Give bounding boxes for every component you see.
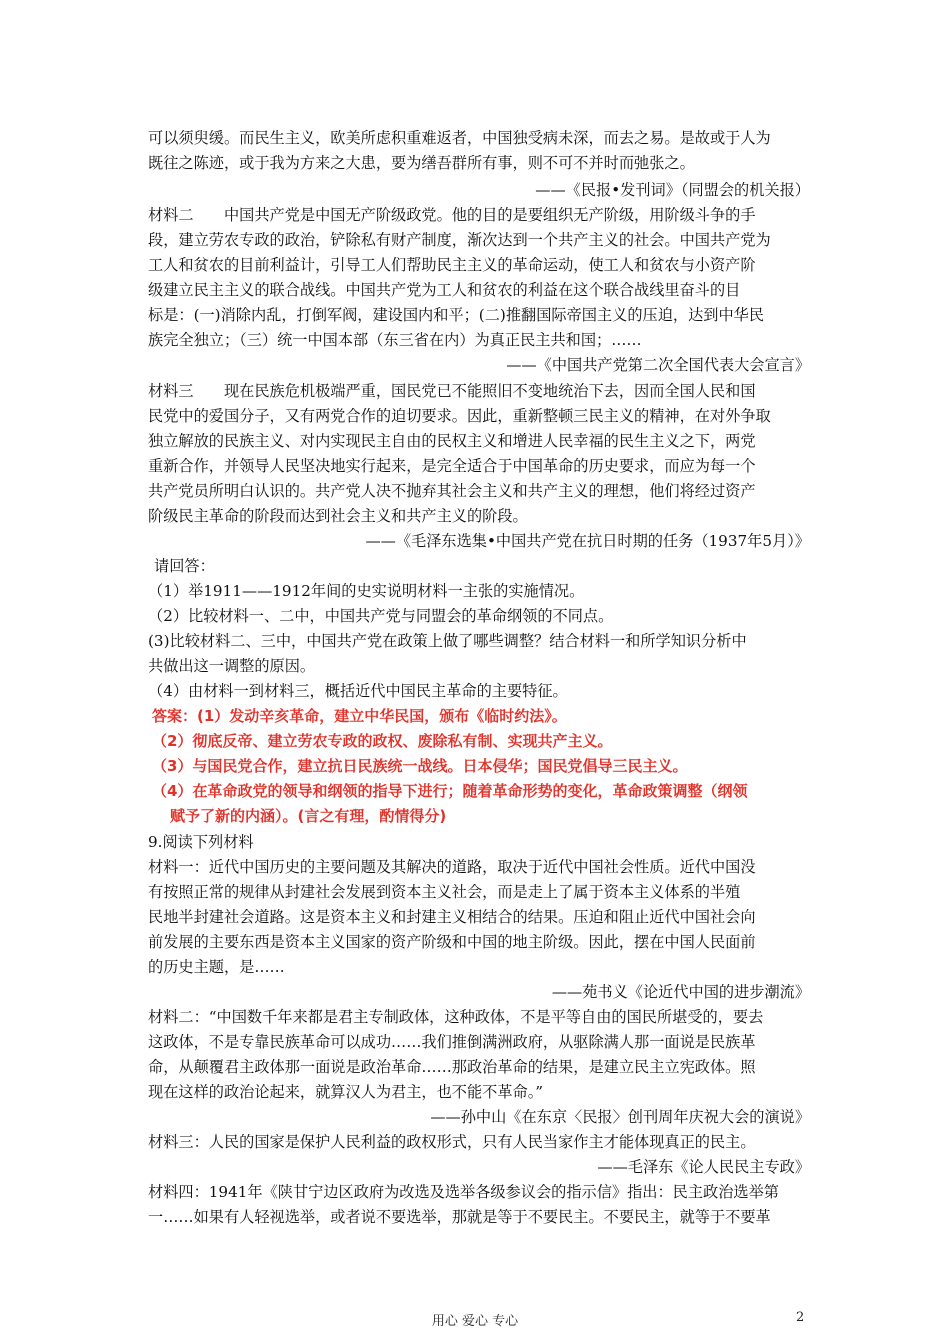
citation: ——毛泽东《论人民民主专政》: [597, 1158, 810, 1176]
text-line: 的历史主题，是……: [148, 958, 285, 976]
text-line: 材料一：近代中国历史的主要问题及其解决的道路，取决于近代中国社会性质。近代中国没: [148, 858, 756, 876]
text-line: 民党中的爱国分子，又有两党合作的迫切要求。因此，重新整顿三民主义的精神，在对外争取: [148, 407, 771, 425]
text-line: 段，建立劳农专政的政治，铲除私有财产制度，渐次达到一个共产主义的社会。中国共产党为: [148, 231, 771, 249]
question-item: 共做出这一调整的原因。: [148, 657, 316, 675]
question-item: （4）由材料一到材料三，概括近代中国民主革命的主要特征。: [148, 682, 568, 700]
page-number: 2: [796, 1310, 805, 1325]
question-item: （1）举1911——1912年间的史实说明材料一主张的实施情况。: [148, 582, 585, 600]
text-line: 标是：(一)消除内乱，打倒军阀，建设国内和平；(二)推翻国际帝国主义的压迫，达到中华民: [148, 306, 765, 324]
question-prompt: 请回答：: [154, 557, 215, 575]
answer-line: （3）与国民党合作，建立抗日民族统一战线。日本侵华；国民党倡导三民主义。: [152, 757, 688, 775]
text-line: 独立解放的民族主义、对内实现民主自由的民权主义和增进人民幸福的民生主义之下，两党: [148, 432, 756, 450]
text-line: 阶级民主革命的阶段而达到社会主义和共产主义的阶段。: [148, 507, 528, 525]
text-line: 族完全独立；（三）统一中国本部（东三省在内）为真正民主共和国；……: [148, 331, 642, 349]
page-footer: 用心 爱心 专心: [431, 1314, 519, 1329]
citation: ——孙中山《在东京〈民报〉创刊周年庆祝大会的演说》: [430, 1108, 810, 1126]
text-line: 有按照正常的规律从封建社会发展到资本主义社会，而是走上了属于资本主义体系的半殖: [148, 883, 741, 901]
answer-line: 赋予了新的内涵）。(言之有理，酌情得分): [170, 807, 447, 825]
text-line: 材料二 中国共产党是中国无产阶级政党。他的目的是要组织无产阶级，用阶级斗争的手: [148, 206, 756, 224]
citation: ——《毛泽东选集•中国共产党在抗日时期的任务（1937年5月）》: [365, 532, 810, 550]
text-line: 级建立民主主义的联合战线。中国共产党为工人和贫农的利益在这个联合战线里奋斗的目: [148, 281, 741, 299]
text-line: 工人和贫农的目前利益计，引导工人们帮助民主主义的革命运动，使工人和贫农与小资产阶: [148, 256, 756, 274]
citation: ——《民报•发刊词》（同盟会的机关报）: [535, 181, 810, 199]
text-line: 材料三 现在民族危机极端严重，国民党已不能照旧不变地统治下去，因而全国人民和国: [148, 382, 756, 400]
text-line: 既往之陈迹，或于我为方来之大患，要为缮吾群所有事，则不可不并时而弛张之。: [148, 154, 695, 172]
text-line: 可以须臾缓。而民生主义，欧美所虑积重难返者，中国独受病未深，而去之易。是故或于人为: [148, 129, 771, 147]
text-line: 重新合作，并领导人民坚决地实行起来，是完全适合于中国革命的历史要求，而应为每一个: [148, 457, 756, 475]
citation: ——苑书义《论近代中国的进步潮流》: [551, 983, 810, 1001]
answer-line: （4）在革命政党的领导和纲领的指导下进行；随着革命形势的变化，革命政策调整（纲领: [152, 782, 748, 800]
answer-line: 答案：(1）发动辛亥革命，建立中华民国，颁布《临时约法》。: [152, 707, 567, 725]
question-heading: 9.阅读下列材料: [148, 833, 254, 851]
question-item: （2）比较材料一、二中，中国共产党与同盟会的革命纲领的不同点。: [148, 607, 614, 625]
text-line: 这政体，不是专靠民族革命可以成功……我们推倒满洲政府，从驱除满人那一面说是民族革: [148, 1033, 756, 1051]
text-line: 材料三：人民的国家是保护人民利益的政权形式，只有人民当家作主才能体现真正的民主。: [148, 1133, 756, 1151]
text-line: 一……如果有人轻视选举，或者说不要选举，那就是等于不要民主。不要民主，就等于不要革: [148, 1208, 771, 1226]
text-line: 命，从颠覆君主政体那一面说是政治革命……那政治革命的结果，是建立民主立宪政体。照: [148, 1058, 756, 1076]
text-line: 共产党员所明白认识的。共产党人决不抛弃其社会主义和共产主义的理想，他们将经过资产: [148, 482, 756, 500]
citation: ——《中国共产党第二次全国代表大会宣言》: [506, 356, 810, 374]
text-line: 材料四：1941年《陕甘宁边区政府为改选及选举各级参议会的指示信》指出：民主政治选举第: [148, 1183, 779, 1201]
question-item: (3)比较材料二、三中，中国共产党在政策上做了哪些调整？结合材料一和所学知识分析中: [148, 632, 747, 650]
text-line: 材料二：“中国数千年来都是君主专制政体，这种政体，不是平等自由的国民所堪受的，要去: [148, 1008, 764, 1026]
answer-line: （2）彻底反帝、建立劳农专政的政权、废除私有制、实现共产主义。: [152, 732, 613, 750]
text-line: 民地半封建社会道路。这是资本主义和封建主义相结合的结果。压迫和阻止近代中国社会向: [148, 908, 756, 926]
text-line: 前发展的主要东西是资本主义国家的资产阶级和中国的地主阶级。因此，摆在中国人民面前: [148, 933, 756, 951]
text-line: 现在这样的政治论起来，就算汉人为君主，也不能不革命。”: [148, 1083, 544, 1101]
